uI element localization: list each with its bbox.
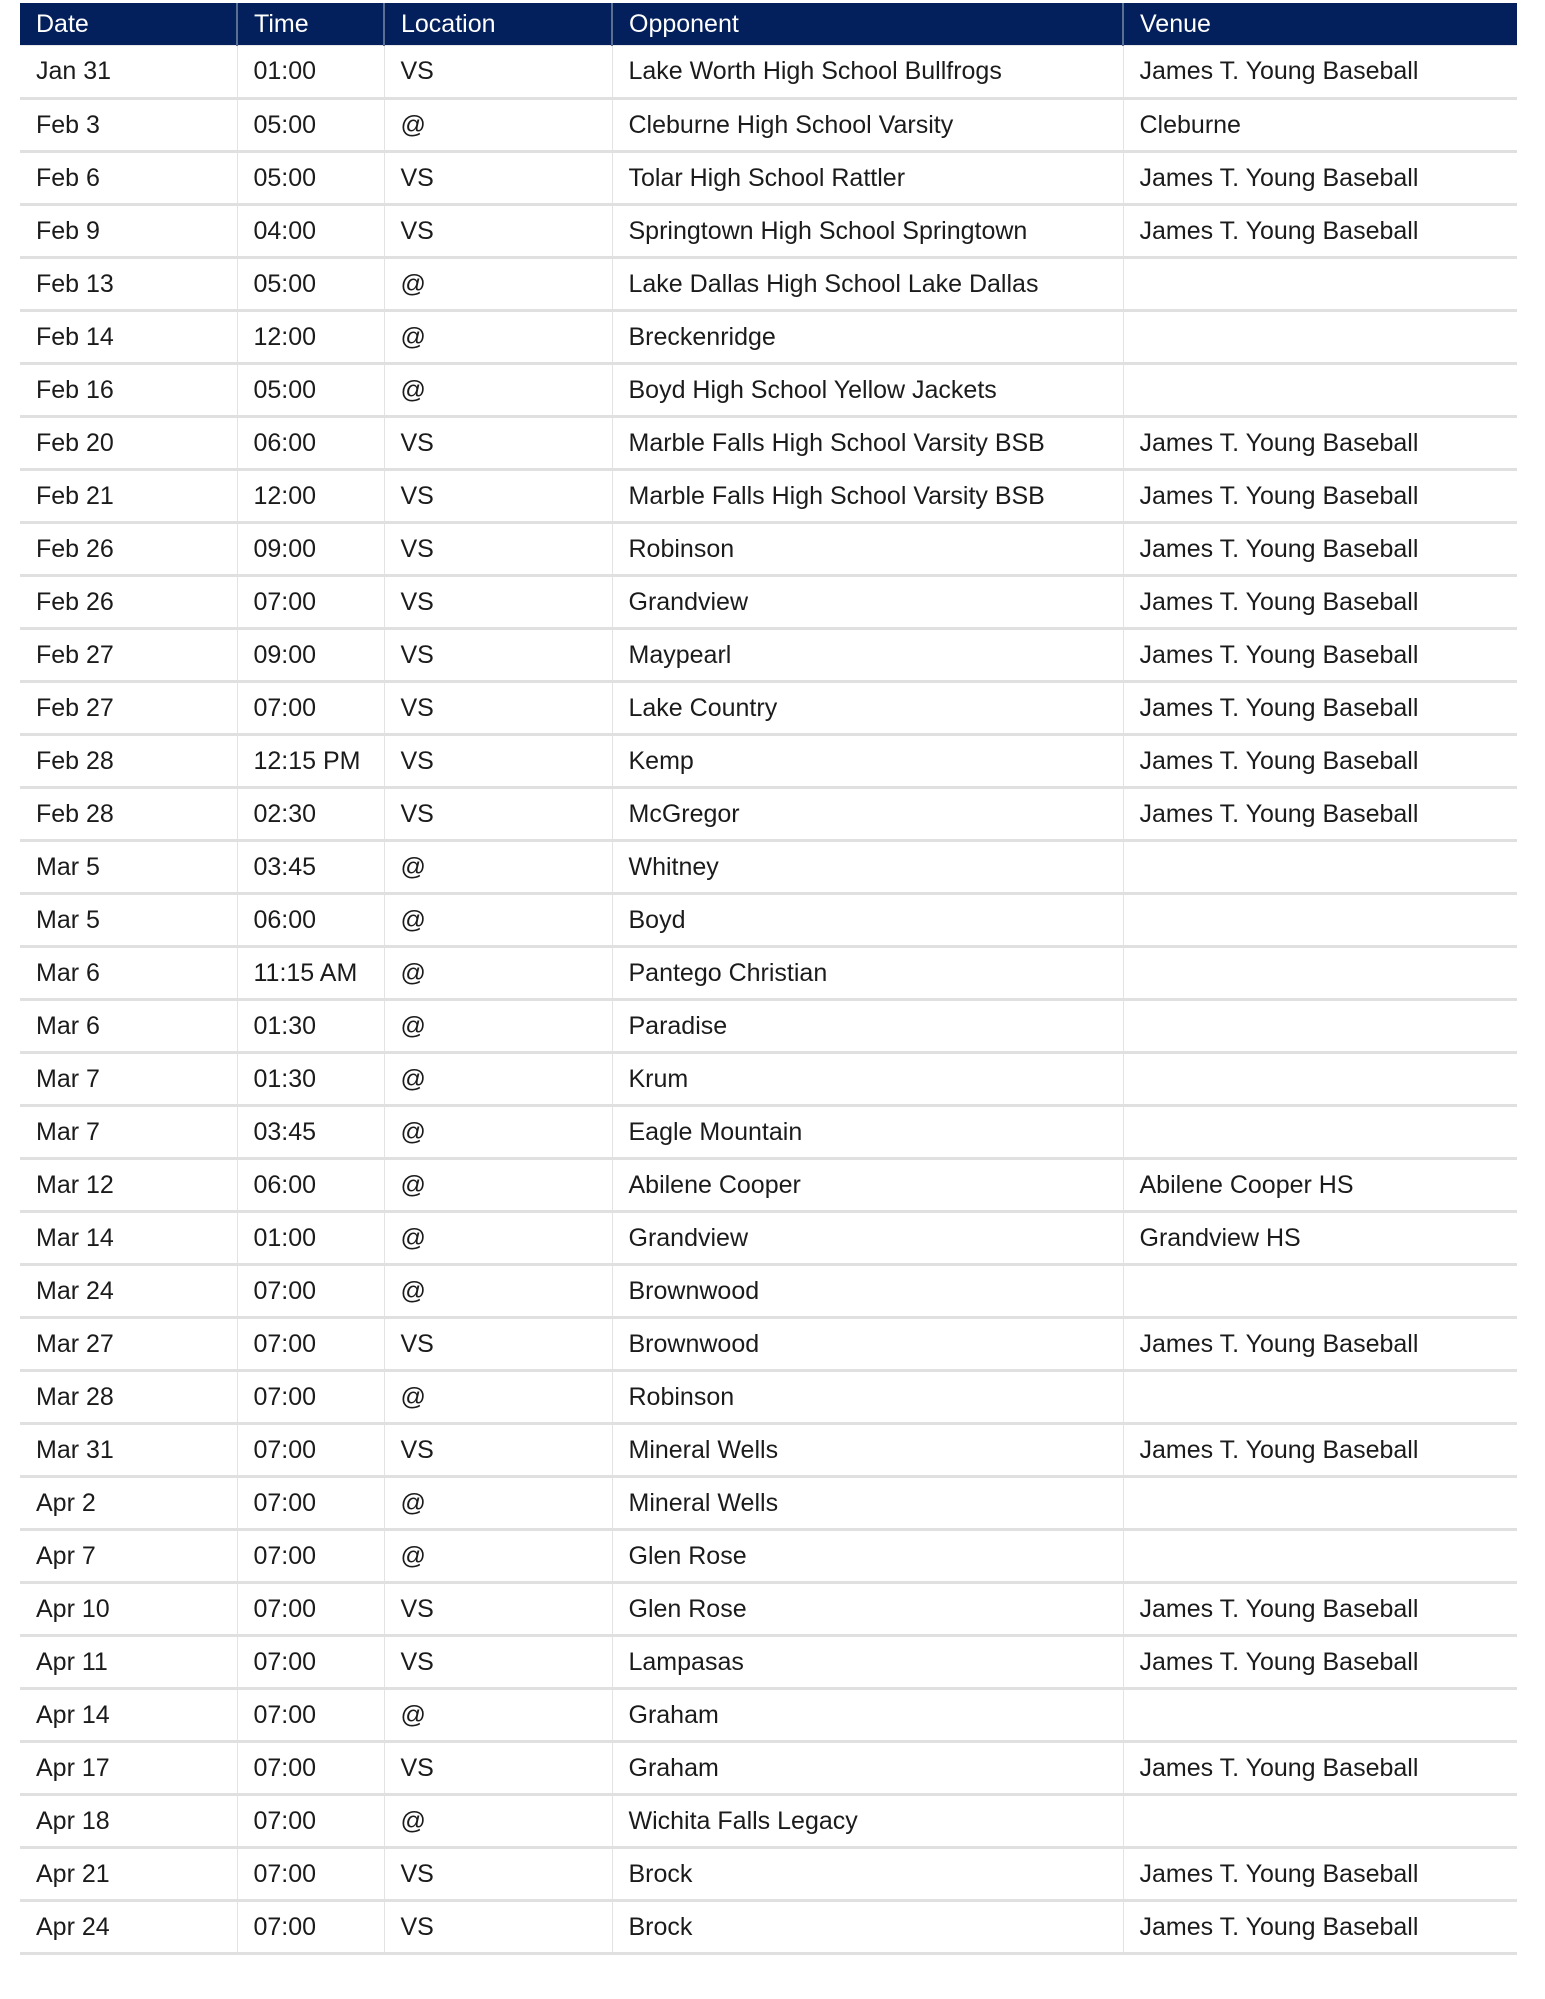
table-row[interactable] [20,947,1517,1000]
cell-date: Apr 14 [20,1689,237,1742]
cell-location: @ [384,311,612,364]
cell-time: 07:00 [237,1477,384,1530]
cell-opponent: Boyd High School Yellow Jackets [612,364,1123,417]
cell-date: Feb 9 [20,205,237,258]
table-row[interactable] [20,1000,1517,1053]
cell-location: VS [384,1583,612,1636]
cell-date: Feb 27 [20,629,237,682]
cell-location: VS [384,788,612,841]
table-row[interactable] [20,1159,1517,1212]
table-row[interactable] [20,1742,1517,1795]
table-row[interactable] [20,152,1517,205]
cell-time: 09:00 [237,523,384,576]
table-row[interactable] [20,1477,1517,1530]
schedule-table-container [20,3,1517,1955]
table-row[interactable] [20,1848,1517,1901]
table-header-row [20,3,1517,46]
cell-opponent: Robinson [612,1371,1123,1424]
cell-date: Mar 14 [20,1212,237,1265]
cell-opponent: Paradise [612,1000,1123,1053]
schedule-table [20,3,1517,1955]
cell-time: 07:00 [237,1583,384,1636]
table-row[interactable] [20,311,1517,364]
cell-date: Feb 27 [20,682,237,735]
cell-location: @ [384,258,612,311]
cell-venue [1123,1689,1517,1742]
cell-date: Apr 24 [20,1901,237,1954]
cell-time: 06:00 [237,894,384,947]
cell-venue: James T. Young Baseball [1123,1901,1517,1954]
table-body [20,46,1517,1954]
cell-date: Mar 12 [20,1159,237,1212]
cell-location: @ [384,1000,612,1053]
cell-time: 07:00 [237,1424,384,1477]
cell-opponent: Robinson [612,523,1123,576]
cell-venue: James T. Young Baseball [1123,470,1517,523]
cell-date: Mar 7 [20,1053,237,1106]
cell-location: @ [384,1795,612,1848]
cell-opponent: Lake Country [612,682,1123,735]
cell-opponent: Brownwood [612,1265,1123,1318]
table-row[interactable] [20,1689,1517,1742]
table-row[interactable] [20,258,1517,311]
cell-venue: James T. Young Baseball [1123,1583,1517,1636]
table-row[interactable] [20,841,1517,894]
cell-location: VS [384,629,612,682]
cell-opponent: Graham [612,1742,1123,1795]
cell-location: VS [384,1848,612,1901]
table-row[interactable] [20,205,1517,258]
table-row[interactable] [20,1530,1517,1583]
cell-time: 07:00 [237,1901,384,1954]
cell-venue: James T. Young Baseball [1123,788,1517,841]
cell-location: @ [384,364,612,417]
cell-opponent: Grandview [612,1212,1123,1265]
cell-venue: James T. Young Baseball [1123,46,1517,99]
table-row[interactable] [20,894,1517,947]
cell-time: 07:00 [237,1848,384,1901]
cell-location: VS [384,152,612,205]
cell-venue: James T. Young Baseball [1123,205,1517,258]
cell-time: 01:30 [237,1053,384,1106]
cell-venue: James T. Young Baseball [1123,629,1517,682]
cell-time: 12:00 [237,470,384,523]
table-row[interactable] [20,1795,1517,1848]
cell-location: @ [384,1212,612,1265]
cell-location: @ [384,947,612,1000]
cell-venue: James T. Young Baseball [1123,1424,1517,1477]
cell-opponent: Krum [612,1053,1123,1106]
cell-location: @ [384,99,612,152]
cell-opponent: Lake Dallas High School Lake Dallas [612,258,1123,311]
cell-opponent: Wichita Falls Legacy [612,1795,1123,1848]
cell-opponent: Abilene Cooper [612,1159,1123,1212]
column-header-time[interactable]: Time [237,3,384,46]
cell-opponent: Brownwood [612,1318,1123,1371]
cell-location: VS [384,205,612,258]
cell-date: Feb 20 [20,417,237,470]
cell-location: VS [384,735,612,788]
table-header [20,3,1517,46]
cell-time: 06:00 [237,1159,384,1212]
cell-venue: James T. Young Baseball [1123,523,1517,576]
cell-time: 05:00 [237,258,384,311]
table-row[interactable] [20,99,1517,152]
cell-location: @ [384,841,612,894]
cell-location: @ [384,1371,612,1424]
cell-opponent: Marble Falls High School Varsity BSB [612,470,1123,523]
cell-time: 12:15 PM [237,735,384,788]
cell-venue: Cleburne [1123,99,1517,152]
cell-location: @ [384,1053,612,1106]
cell-date: Feb 28 [20,735,237,788]
cell-opponent: Eagle Mountain [612,1106,1123,1159]
cell-location: VS [384,682,612,735]
table-row[interactable] [20,1212,1517,1265]
cell-location: VS [384,1424,612,1477]
cell-location: @ [384,1159,612,1212]
cell-venue: James T. Young Baseball [1123,576,1517,629]
cell-date: Apr 10 [20,1583,237,1636]
cell-time: 07:00 [237,1318,384,1371]
cell-venue: James T. Young Baseball [1123,417,1517,470]
table-row[interactable] [20,364,1517,417]
cell-time: 01:00 [237,46,384,99]
cell-opponent: Breckenridge [612,311,1123,364]
cell-date: Mar 6 [20,947,237,1000]
cell-venue: James T. Young Baseball [1123,735,1517,788]
cell-date: Apr 11 [20,1636,237,1689]
cell-opponent: Maypearl [612,629,1123,682]
cell-opponent: Springtown High School Springtown [612,205,1123,258]
cell-location: @ [384,1477,612,1530]
cell-time: 12:00 [237,311,384,364]
cell-date: Feb 26 [20,523,237,576]
cell-location: VS [384,1636,612,1689]
cell-venue [1123,364,1517,417]
cell-venue: James T. Young Baseball [1123,1318,1517,1371]
cell-date: Feb 21 [20,470,237,523]
table-row[interactable] [20,1318,1517,1371]
cell-date: Mar 27 [20,1318,237,1371]
table-row[interactable] [20,1053,1517,1106]
cell-date: Apr 21 [20,1848,237,1901]
cell-venue [1123,1106,1517,1159]
cell-opponent: Boyd [612,894,1123,947]
cell-venue: James T. Young Baseball [1123,1636,1517,1689]
cell-opponent: Brock [612,1848,1123,1901]
table-row[interactable] [20,788,1517,841]
column-header-date[interactable]: Date [20,3,237,46]
table-row[interactable] [20,1106,1517,1159]
cell-time: 07:00 [237,576,384,629]
cell-opponent: McGregor [612,788,1123,841]
cell-opponent: Lampasas [612,1636,1123,1689]
cell-location: @ [384,1265,612,1318]
cell-opponent: Brock [612,1901,1123,1954]
cell-venue [1123,894,1517,947]
cell-date: Feb 16 [20,364,237,417]
cell-date: Feb 14 [20,311,237,364]
cell-venue [1123,1477,1517,1530]
cell-time: 03:45 [237,1106,384,1159]
cell-location: VS [384,1901,612,1954]
table-row[interactable] [20,470,1517,523]
cell-venue: Abilene Cooper HS [1123,1159,1517,1212]
table-row[interactable] [20,629,1517,682]
cell-time: 07:00 [237,682,384,735]
cell-venue [1123,1795,1517,1848]
cell-location: VS [384,1742,612,1795]
cell-opponent: Mineral Wells [612,1424,1123,1477]
table-row[interactable] [20,46,1517,99]
cell-opponent: Grandview [612,576,1123,629]
column-header-opponent[interactable]: Opponent [612,3,1123,46]
cell-venue: James T. Young Baseball [1123,1848,1517,1901]
table-row[interactable] [20,1424,1517,1477]
cell-venue [1123,1000,1517,1053]
table-row[interactable] [20,735,1517,788]
cell-location: VS [384,46,612,99]
cell-time: 02:30 [237,788,384,841]
cell-date: Mar 24 [20,1265,237,1318]
cell-venue: Grandview HS [1123,1212,1517,1265]
cell-location: VS [384,576,612,629]
cell-opponent: Lake Worth High School Bullfrogs [612,46,1123,99]
cell-date: Feb 13 [20,258,237,311]
cell-venue: James T. Young Baseball [1123,1742,1517,1795]
cell-time: 06:00 [237,417,384,470]
cell-date: Apr 18 [20,1795,237,1848]
table-row[interactable] [20,1583,1517,1636]
table-row[interactable] [20,576,1517,629]
cell-time: 07:00 [237,1530,384,1583]
cell-location: @ [384,894,612,947]
cell-date: Feb 3 [20,99,237,152]
cell-time: 05:00 [237,99,384,152]
table-row[interactable] [20,1901,1517,1954]
cell-date: Feb 26 [20,576,237,629]
cell-time: 07:00 [237,1742,384,1795]
cell-date: Mar 5 [20,841,237,894]
cell-location: @ [384,1530,612,1583]
cell-venue [1123,1265,1517,1318]
table-row[interactable] [20,417,1517,470]
cell-date: Mar 5 [20,894,237,947]
cell-opponent: Kemp [612,735,1123,788]
cell-date: Mar 6 [20,1000,237,1053]
cell-date: Apr 17 [20,1742,237,1795]
cell-location: @ [384,1106,612,1159]
cell-time: 05:00 [237,152,384,205]
cell-date: Feb 6 [20,152,237,205]
table-row[interactable] [20,1265,1517,1318]
cell-date: Apr 7 [20,1530,237,1583]
cell-time: 01:30 [237,1000,384,1053]
cell-venue [1123,841,1517,894]
cell-location: VS [384,1318,612,1371]
cell-opponent: Glen Rose [612,1583,1123,1636]
cell-opponent: Pantego Christian [612,947,1123,1000]
table-row[interactable] [20,523,1517,576]
cell-venue [1123,1530,1517,1583]
column-header-location[interactable]: Location [384,3,612,46]
cell-venue [1123,311,1517,364]
cell-time: 03:45 [237,841,384,894]
cell-opponent: Whitney [612,841,1123,894]
cell-time: 07:00 [237,1371,384,1424]
cell-date: Mar 28 [20,1371,237,1424]
cell-opponent: Marble Falls High School Varsity BSB [612,417,1123,470]
table-row[interactable] [20,682,1517,735]
cell-location: VS [384,470,612,523]
cell-time: 11:15 AM [237,947,384,1000]
cell-time: 07:00 [237,1795,384,1848]
cell-venue [1123,1053,1517,1106]
cell-opponent: Graham [612,1689,1123,1742]
cell-time: 05:00 [237,364,384,417]
cell-opponent: Cleburne High School Varsity [612,99,1123,152]
cell-time: 07:00 [237,1689,384,1742]
cell-opponent: Mineral Wells [612,1477,1123,1530]
cell-time: 09:00 [237,629,384,682]
cell-opponent: Tolar High School Rattler [612,152,1123,205]
table-row[interactable] [20,1636,1517,1689]
column-header-venue[interactable]: Venue [1123,3,1517,46]
cell-venue [1123,1371,1517,1424]
cell-time: 07:00 [237,1636,384,1689]
cell-opponent: Glen Rose [612,1530,1123,1583]
cell-time: 01:00 [237,1212,384,1265]
cell-location: VS [384,523,612,576]
cell-date: Mar 7 [20,1106,237,1159]
cell-time: 04:00 [237,205,384,258]
cell-venue [1123,258,1517,311]
cell-date: Feb 28 [20,788,237,841]
cell-date: Mar 31 [20,1424,237,1477]
cell-venue: James T. Young Baseball [1123,682,1517,735]
cell-venue: James T. Young Baseball [1123,152,1517,205]
cell-time: 07:00 [237,1265,384,1318]
cell-location: VS [384,417,612,470]
cell-date: Jan 31 [20,46,237,99]
cell-venue [1123,947,1517,1000]
cell-location: @ [384,1689,612,1742]
cell-date: Apr 2 [20,1477,237,1530]
table-row[interactable] [20,1371,1517,1424]
